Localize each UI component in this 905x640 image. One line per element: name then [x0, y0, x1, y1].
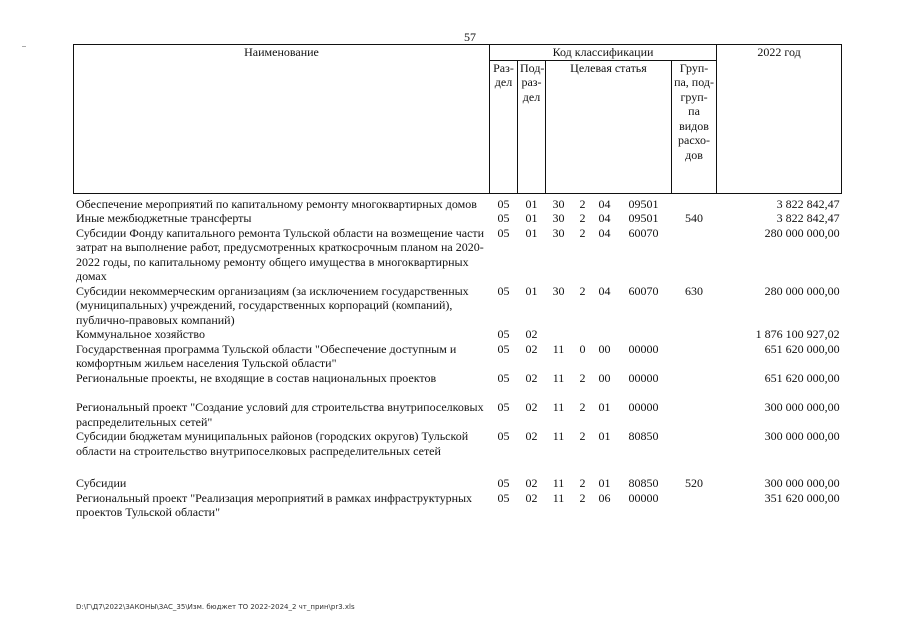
row-podrazdel: 02 — [525, 341, 538, 356]
row-expense-type: 540 — [685, 211, 704, 225]
row-target-event: 01 — [598, 429, 611, 443]
row-name: Иные межбюджетные трансферты — [76, 211, 252, 225]
header-razdel: Раз- дел — [490, 60, 518, 193]
row-target-subprogram: 2 — [579, 370, 586, 385]
header-year: 2022 год — [717, 45, 842, 194]
row-target-subprogram: 2 — [579, 476, 586, 490]
row-target-event: 06 — [598, 490, 611, 505]
row-expense-type — [672, 226, 717, 284]
row-razdel: 05 — [497, 341, 510, 356]
row-target-subprogram: 2 — [579, 429, 586, 443]
row-target-event: 00 — [598, 341, 611, 356]
row-name: Субсидии некоммерческим организациям (за исключением государственных (муниципальных) учреждений, государственных корпораций (компаний), публично-правовых компаний) — [76, 283, 469, 327]
row-amount: 651 620 000,00 — [764, 370, 840, 385]
row-podrazdel: 02 — [525, 400, 538, 414]
row-amount: 300 000 000,00 — [764, 476, 840, 490]
table-row — [74, 400, 842, 429]
row-razdel: 05 — [497, 327, 510, 341]
row-podrazdel: 01 — [525, 211, 538, 225]
row-razdel: 05 — [497, 283, 510, 298]
row-target-event: 04 — [598, 211, 611, 225]
row-amount: 1 876 100 927,02 — [755, 327, 840, 341]
table-row — [74, 476, 842, 491]
row-name: Региональный проект "Создание условий для строительства внутрипоселковых распределительных сетей" — [76, 400, 484, 429]
row-target-event: 01 — [598, 400, 611, 414]
row-target-subprogram — [572, 327, 594, 342]
table-row — [74, 371, 842, 401]
table-row — [74, 327, 842, 342]
row-amount: 3 822 842,47 — [776, 196, 840, 211]
row-podrazdel: 01 — [525, 196, 538, 211]
row-target-direction: 00000 — [628, 370, 659, 385]
row-razdel: 05 — [497, 196, 510, 211]
table-row — [74, 284, 842, 328]
row-expense-type — [672, 327, 717, 342]
row-target-subprogram: 2 — [579, 400, 586, 414]
row-amount: 300 000 000,00 — [764, 429, 840, 443]
header-podrazdel: Под- раз- дел — [518, 60, 546, 193]
row-name: Субсидии — [76, 476, 127, 490]
row-target-direction: 09501 — [628, 211, 659, 225]
budget-table — [73, 44, 842, 520]
row-name: Коммунальное хозяйство — [76, 327, 205, 341]
row-target-direction: 60070 — [628, 225, 659, 240]
row-target-direction: 80850 — [628, 429, 659, 443]
row-name: Субсидии бюджетам муниципальных районов (городских округов) Тульской области на строительство внутрипоселковых распределительных сетей — [76, 429, 469, 458]
header-classification: Код классификации — [490, 45, 717, 61]
row-podrazdel: 02 — [525, 327, 538, 341]
row-razdel: 05 — [497, 211, 510, 225]
row-amount: 351 620 000,00 — [764, 490, 840, 505]
row-target-program — [546, 327, 572, 342]
row-target-program: 11 — [552, 490, 565, 505]
table-row — [74, 491, 842, 520]
row-target-event — [594, 327, 616, 342]
row-target-program: 11 — [552, 341, 565, 356]
row-expense-type: 520 — [685, 476, 704, 490]
header-group: Груп- па, под- груп- па видов расхо- дов — [672, 60, 717, 193]
row-target-program: 30 — [552, 283, 565, 298]
row-target-program: 30 — [552, 225, 565, 240]
row-target-subprogram: 2 — [579, 225, 586, 240]
row-podrazdel: 01 — [525, 225, 538, 240]
header-target: Целевая статья — [546, 60, 672, 193]
row-target-event: 04 — [598, 196, 611, 211]
page-number: 57 — [464, 30, 476, 44]
row-amount: 300 000 000,00 — [764, 400, 840, 414]
table-body — [74, 193, 842, 520]
row-target-program: 11 — [552, 370, 565, 385]
row-expense-type — [672, 371, 717, 401]
row-target-program: 11 — [552, 476, 565, 490]
table-row — [74, 429, 842, 476]
row-target-direction: 60070 — [628, 283, 659, 298]
row-target-subprogram: 2 — [579, 211, 586, 225]
row-expense-type — [672, 342, 717, 371]
row-target-event: 00 — [598, 370, 611, 385]
row-target-direction — [616, 327, 672, 342]
row-target-direction: 80850 — [628, 476, 659, 490]
row-target-event: 04 — [598, 225, 611, 240]
row-name: Региональные проекты, не входящие в состав национальных проектов — [76, 370, 437, 385]
table-row — [74, 193, 842, 211]
row-name: Государственная программа Тульской области "Обеспечение доступным и комфортным жильем населения Тульской области" — [76, 341, 457, 370]
row-expense-type — [672, 193, 717, 211]
row-name: Региональный проект "Реализация мероприятий в рамках инфраструктурных проектов Тульской области" — [76, 490, 473, 519]
row-target-event: 04 — [598, 283, 611, 298]
row-expense-type: 630 — [685, 283, 704, 298]
row-expense-type — [672, 429, 717, 476]
row-podrazdel: 02 — [525, 490, 538, 505]
row-target-program: 11 — [552, 429, 565, 443]
row-target-direction: 09501 — [628, 196, 659, 211]
row-amount: 3 822 842,47 — [776, 211, 840, 225]
row-target-subprogram: 2 — [579, 490, 586, 505]
row-expense-type — [672, 400, 717, 429]
row-podrazdel: 02 — [525, 370, 538, 385]
row-razdel: 05 — [497, 429, 510, 443]
row-razdel: 05 — [497, 225, 510, 240]
row-target-event: 01 — [598, 476, 611, 490]
row-target-program: 30 — [552, 196, 565, 211]
row-name: Субсидии Фонду капитального ремонта Тульской области на возмещение части затрат на выполнение работ, предусмотренных краткосрочным планом на 2020-2022 годы, по капитальному ремонту общего имущества в многоквартирных домах — [76, 225, 485, 283]
row-razdel: 05 — [497, 370, 510, 385]
row-target-direction: 00000 — [628, 490, 659, 505]
row-name: Обеспечение мероприятий по капитальному ремонту многоквартирных домов — [76, 196, 477, 211]
row-podrazdel: 02 — [525, 429, 538, 443]
row-razdel: 05 — [497, 490, 510, 505]
footer-file-path: D:\Г\Д7\2022\ЗАКОНЫ\ЗАС_35\Изм. бюджет ТО 2022-2024_2 чт_прин\pr3.xls — [76, 603, 355, 611]
table-row — [74, 211, 842, 226]
row-razdel: 05 — [497, 476, 510, 490]
table-header — [74, 45, 842, 194]
row-target-subprogram: 2 — [579, 283, 586, 298]
table-row — [74, 342, 842, 371]
row-amount: 651 620 000,00 — [764, 341, 840, 356]
table-row — [74, 226, 842, 284]
row-podrazdel: 01 — [525, 283, 538, 298]
row-target-direction: 00000 — [628, 400, 659, 414]
row-target-subprogram: 2 — [579, 196, 586, 211]
row-podrazdel: 02 — [525, 476, 538, 490]
margin-mark — [22, 46, 26, 47]
row-target-program: 30 — [552, 211, 565, 225]
row-amount: 280 000 000,00 — [764, 283, 840, 298]
row-razdel: 05 — [497, 400, 510, 414]
row-target-program: 11 — [552, 400, 565, 414]
row-expense-type — [672, 491, 717, 520]
row-target-direction: 00000 — [628, 341, 659, 356]
row-amount: 280 000 000,00 — [764, 225, 840, 240]
header-name: Наименование — [74, 45, 490, 194]
row-target-subprogram: 0 — [579, 341, 586, 356]
